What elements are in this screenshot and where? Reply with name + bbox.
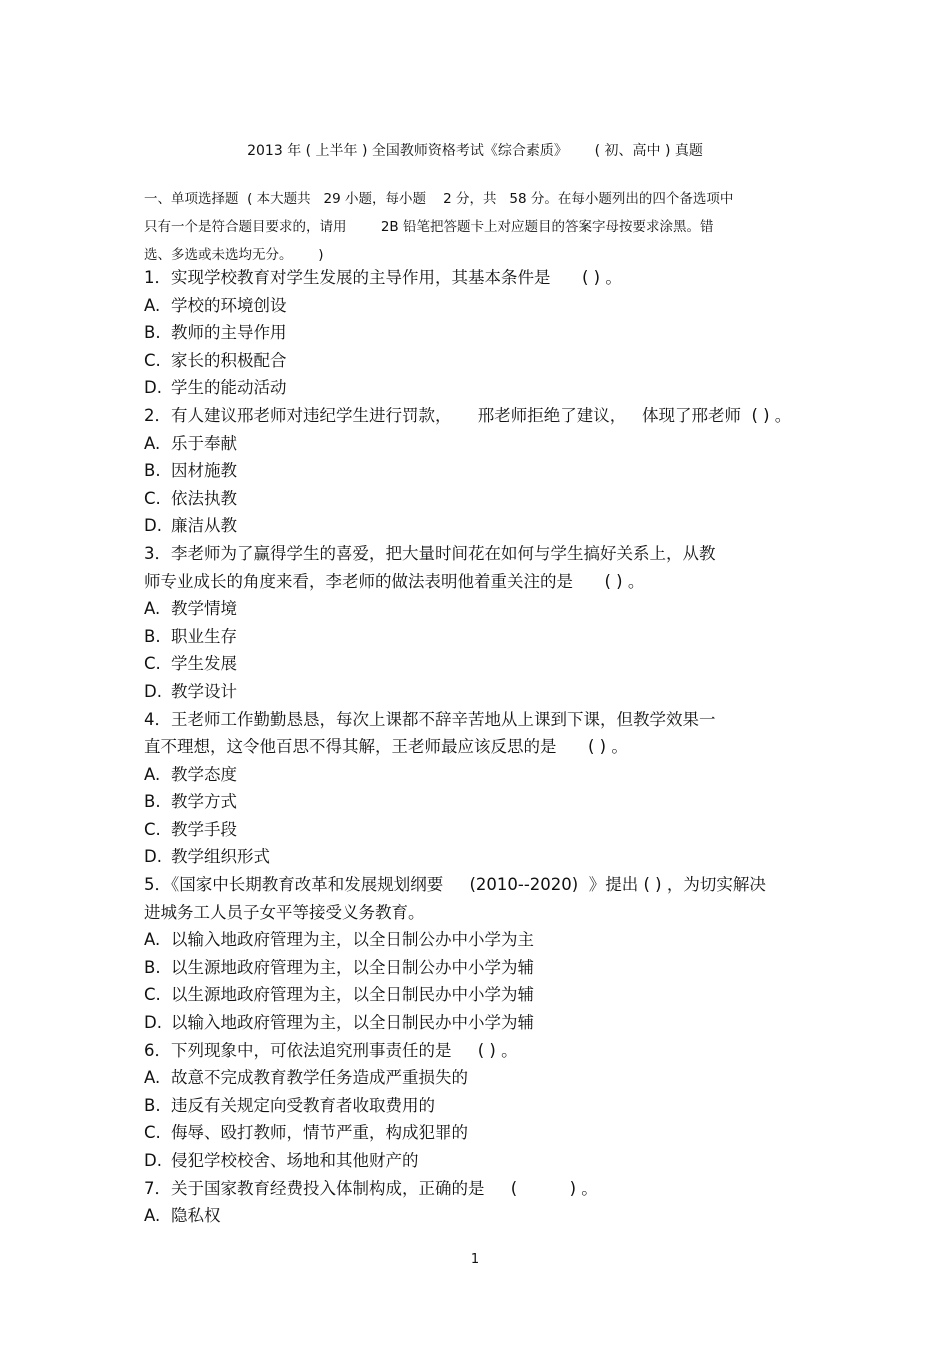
option-letter: C. [144,985,161,1005]
answer-option [144,678,824,706]
option-text: 以生源地政府管理为主，以全日制公办中小学为辅 [171,957,534,977]
question-stem: 5．《国家中长期教育改革和发展规划纲要 (2010--2020) 》提出 ( ) ，为切实解决 [144,875,766,895]
answer-option [144,292,824,320]
page-title: 2013 年 ( 上半年 ) 全国教师资格考试《综合素质》 ( 初、高中 ) 真题 [247,143,703,159]
option-letter: D. [144,1013,162,1033]
question-stem: 进城务工人员子女平等接受义务教育。 [144,902,425,922]
option-text: 教师的主导作用 [171,323,287,343]
option-letter: A. [144,1206,161,1226]
option-letter: A. [144,433,161,453]
answer-option [144,1092,824,1120]
option-letter: A. [144,599,161,619]
question-item [144,402,824,540]
option-text: 学生发展 [171,654,237,674]
instruction-line: 选、多选或未选均无分。 ) [144,247,324,263]
question-stem: 4．王老师工作勤勤恳恳，每次上课都不辞辛苦地从上课到下课，但教学效果一 [144,709,716,729]
option-letter: B. [144,626,161,646]
option-text: 学校的环境创设 [171,295,287,315]
answer-option [144,1202,824,1230]
answer-option [144,788,824,816]
answer-option [144,761,824,789]
answer-option [144,430,824,458]
question-stem: 师专业成长的角度来看，李老师的做法表明他着重关注的是 ( ) 。 [144,571,645,591]
question-list [144,264,824,1230]
question-item [144,264,824,402]
option-text: 学生的能动活动 [171,378,287,398]
option-letter: D. [144,516,162,536]
question-stem: 2．有人建议邢老师对违纪学生进行罚款， 邢老师拒绝了建议， 体现了邢老师 ( ) 。 [144,405,792,425]
answer-option [144,650,824,678]
option-letter: B. [144,1095,161,1115]
option-letter: A. [144,764,161,784]
page-number: 1 [470,1252,480,1267]
question-item [144,1037,824,1175]
answer-option [144,926,824,954]
option-text: 教学态度 [171,764,237,784]
answer-option [144,1064,824,1092]
question-item [144,871,824,1037]
option-letter: A. [144,295,161,315]
option-letter: B. [144,461,161,481]
option-text: 以输入地政府管理为主，以全日制公办中小学为主 [171,930,534,950]
option-text: 以生源地政府管理为主，以全日制民办中小学为辅 [171,985,534,1005]
option-letter: D. [144,378,162,398]
question-stem: 7．关于国家教育经费投入体制构成，正确的是 ( ) 。 [144,1178,598,1198]
option-text: 隐私权 [171,1206,221,1226]
answer-option [144,1147,824,1175]
option-letter: C. [144,819,161,839]
question-stem: 3．李老师为了赢得学生的喜爱，把大量时间花在如何与学生搞好关系上，从教 [144,543,716,563]
option-text: 教学情境 [171,599,237,619]
option-letter: D. [144,1151,162,1170]
option-letter: D. [144,847,162,867]
option-text: 职业生存 [171,626,237,646]
answer-option [144,319,824,347]
question-stem: 1．实现学校教育对学生发展的主导作用，其基本条件是 ( ) 。 [144,268,622,287]
answer-option [144,1009,824,1037]
answer-option [144,595,824,623]
option-text: 廉洁从教 [171,516,237,536]
section-instructions [144,185,824,269]
option-letter: B. [144,323,161,343]
option-text: 以输入地政府管理为主，以全日制民办中小学为辅 [171,1013,534,1033]
option-letter: C. [144,654,161,674]
option-text: 侵犯学校校舍、场地和其他财产的 [171,1151,419,1170]
option-text: 家长的积极配合 [171,350,287,370]
answer-option [144,347,824,375]
answer-option [144,374,824,402]
answer-option [144,1119,824,1147]
option-letter: A. [144,1068,161,1088]
option-letter: C. [144,1123,161,1143]
question-item [144,706,824,872]
question-item [144,540,824,706]
instruction-line: 只有一个是符合题目要求的，请用 2B 铅笔把答题卡上对应题目的答案字母按要求涂黑。错 [144,219,714,235]
option-letter: B. [144,957,161,977]
instruction-line: 一、单项选择题 ( 本大题共 29 小题，每小题 2 分，共 58 分。在每小题列出的四个备选项中 [144,191,734,207]
answer-option [144,816,824,844]
option-letter: D. [144,681,162,701]
question-item [144,1175,824,1230]
answer-option [144,954,824,982]
answer-option [144,981,824,1009]
option-letter: A. [144,930,161,950]
option-text: 教学组织形式 [171,847,270,867]
option-letter: C. [144,350,161,370]
option-text: 教学设计 [171,681,237,701]
option-text: 乐于奉献 [171,433,237,453]
question-stem: 6．下列现象中，可依法追究刑事责任的是 ( ) 。 [144,1040,518,1060]
answer-option [144,623,824,651]
answer-option [144,512,824,540]
option-text: 因材施教 [171,461,237,481]
option-text: 违反有关规定向受教育者收取费用的 [171,1095,435,1115]
option-text: 依法执教 [171,488,237,508]
question-stem: 直不理想，这令他百思不得其解，王老师最应该反思的是 ( ) 。 [144,737,628,757]
answer-option [144,843,824,871]
option-text: 故意不完成教育教学任务造成严重损失的 [171,1068,468,1088]
option-text: 侮辱、殴打教师，情节严重，构成犯罪的 [171,1123,468,1143]
answer-option [144,457,824,485]
option-text: 教学方式 [171,792,237,812]
answer-option [144,485,824,513]
option-letter: C. [144,488,161,508]
option-text: 教学手段 [171,819,237,839]
option-letter: B. [144,792,161,812]
